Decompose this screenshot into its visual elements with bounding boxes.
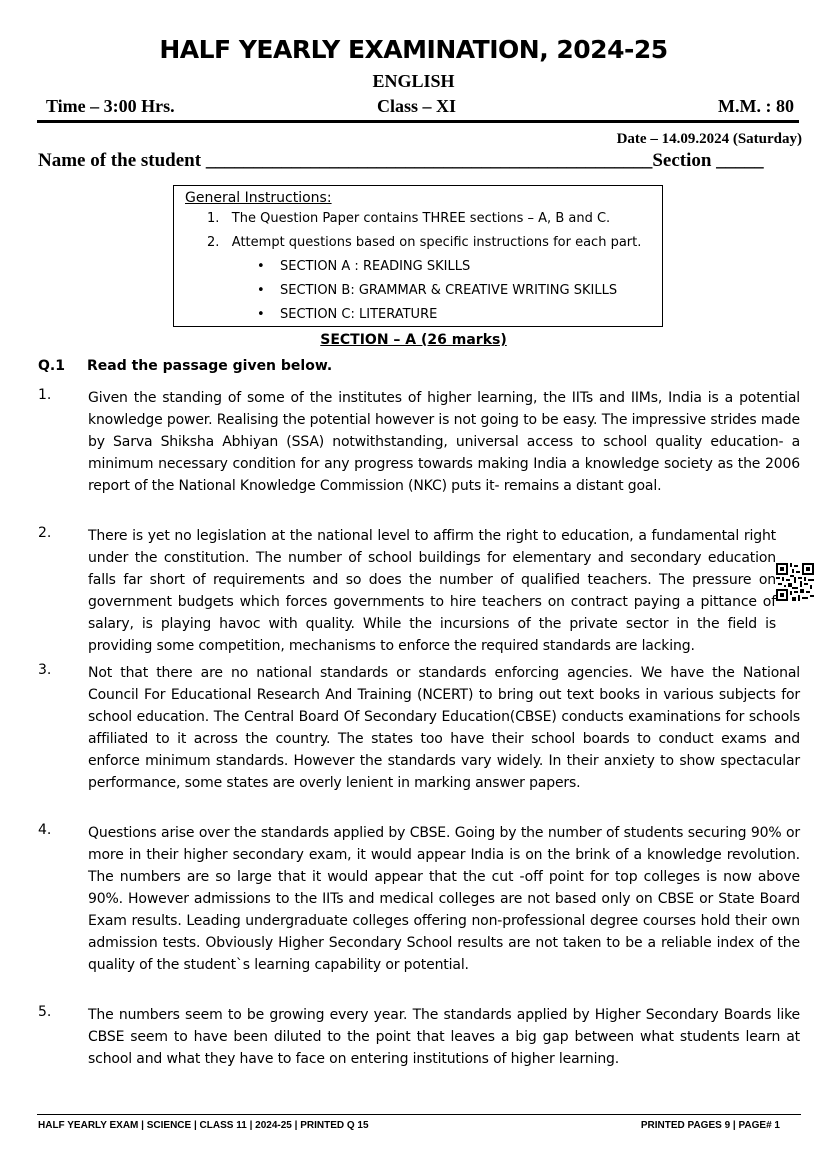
paragraph-text: Not that there are no national standards or standards enforcing agencies. We have the National Council For Educational Research And Training (NCERT) to bring out text books in various subjects for school education. The Central Board Of Secondary Education(CBSE) conducts examinations for schools affiliated to it across the country. The states too have their school boards to conduct exams and enforce minimum standards. However the standards vary widely. In their anxiety to show spectacular performance, some states are overly lenient in marking answer papers. — [88, 665, 800, 791]
qr-code-icon — [776, 563, 814, 601]
bullet-icon: • — [257, 283, 265, 298]
paragraph-text: The numbers seem to be growing every year. The standards applied by Higher Secondary Boards like CBSE seem to have been diluted to the point that leaves a big gap between what students learn at school and what they have to face on entering institutions of higher learning. — [88, 1007, 800, 1067]
footer-page-info: PRINTED PAGES 9 | PAGE# 1 — [640, 1120, 780, 1131]
subject-name: ENGLISH — [372, 71, 455, 91]
paragraph-number: 3. — [38, 662, 52, 678]
bullet-icon: • — [257, 259, 265, 274]
paragraph-text: Given the standing of some of the institutes of higher learning, the IITs and IIMs, India is a potential knowledge power. Realising the potential however is not going to be easy. The impressive strides made by Sarva Shiksha Abhiyan (SSA) notwithstanding, universal access to school quality education- a minimum necessary condition for any progress towards making India a knowledge society as the 2006 report of the National Knowledge Commission (NKC) puts it- remains a distant goal. — [88, 390, 800, 494]
section-a-heading: SECTION – A (26 marks) — [320, 332, 507, 348]
question-1 — [38, 358, 333, 374]
footer-divider — [37, 1114, 801, 1115]
section-list-item: SECTION C: LITERATURE — [280, 307, 438, 322]
general-instructions-box — [173, 185, 663, 327]
paragraph-text: Questions arise over the standards applied by CBSE. Going by the number of students securing 90% or more in their higher secondary exam, it would appear India is on the brink of a knowledge revolution. The numbers are so large that it would appear that the cut -off point for top colleges is now above 90%. However admissions to the IITs and medical colleges are not based only on CBSE or State Board Exam results. Leading undergraduate colleges offering non-professional degree courses hold their own admission tests. Obviously Higher Secondary School results are not taken to be a reliable index of the quality of the student`s learning capability or potential. — [88, 825, 800, 973]
paragraph-text: There is yet no legislation at the national level to affirm the right to education, a fundamental right under the constitution. The number of school buildings for elementary and secondary education falls far short of requirements and so does the number of qualified teachers. The pressure on government budgets which forces governments to hire teachers on contract paying a pittance of salary, is playing havoc with quality. While the incursions of the private sector in the field is providing some competition, mechanisms to enforce the required standards are lacking. — [88, 528, 776, 654]
class-label: Class – XI — [377, 96, 457, 116]
time-duration: Time – 3:00 Hrs. — [46, 96, 175, 116]
paragraph-number: 1. — [38, 387, 52, 403]
exam-title: HALF YEARLY EXAMINATION, 2024-25 — [159, 35, 668, 64]
section-list-item: SECTION A : READING SKILLS — [280, 259, 471, 274]
bullet-icon: • — [257, 307, 265, 322]
question-number: Q.1 — [38, 358, 65, 374]
paragraph-number: 4. — [38, 822, 52, 838]
header-divider — [37, 120, 799, 123]
question-text: Read the passage given below. — [87, 358, 333, 374]
section-list-item: SECTION B: GRAMMAR & CREATIVE WRITING SKILLS — [280, 283, 618, 298]
footer-left: HALF YEARLY EXAM | SCIENCE | CLASS 11 | 2024-25 | PRINTED Q 15 — [38, 1120, 369, 1131]
instructions-heading: General Instructions: — [185, 190, 332, 206]
exam-info-row — [46, 96, 794, 118]
student-name-line: Name of the student _______________________________________________Section _____ — [38, 150, 764, 171]
instruction-item: 2. Attempt questions based on specific instructions for each part. — [207, 235, 642, 250]
instruction-item: 1. The Question Paper contains THREE sections – A, B and C. — [207, 211, 611, 226]
max-marks: M.M. : 80 — [718, 96, 794, 116]
paragraph-number: 2. — [38, 525, 52, 541]
exam-date: Date – 14.09.2024 (Saturday) — [616, 131, 802, 147]
paragraph-number: 5. — [38, 1004, 52, 1020]
